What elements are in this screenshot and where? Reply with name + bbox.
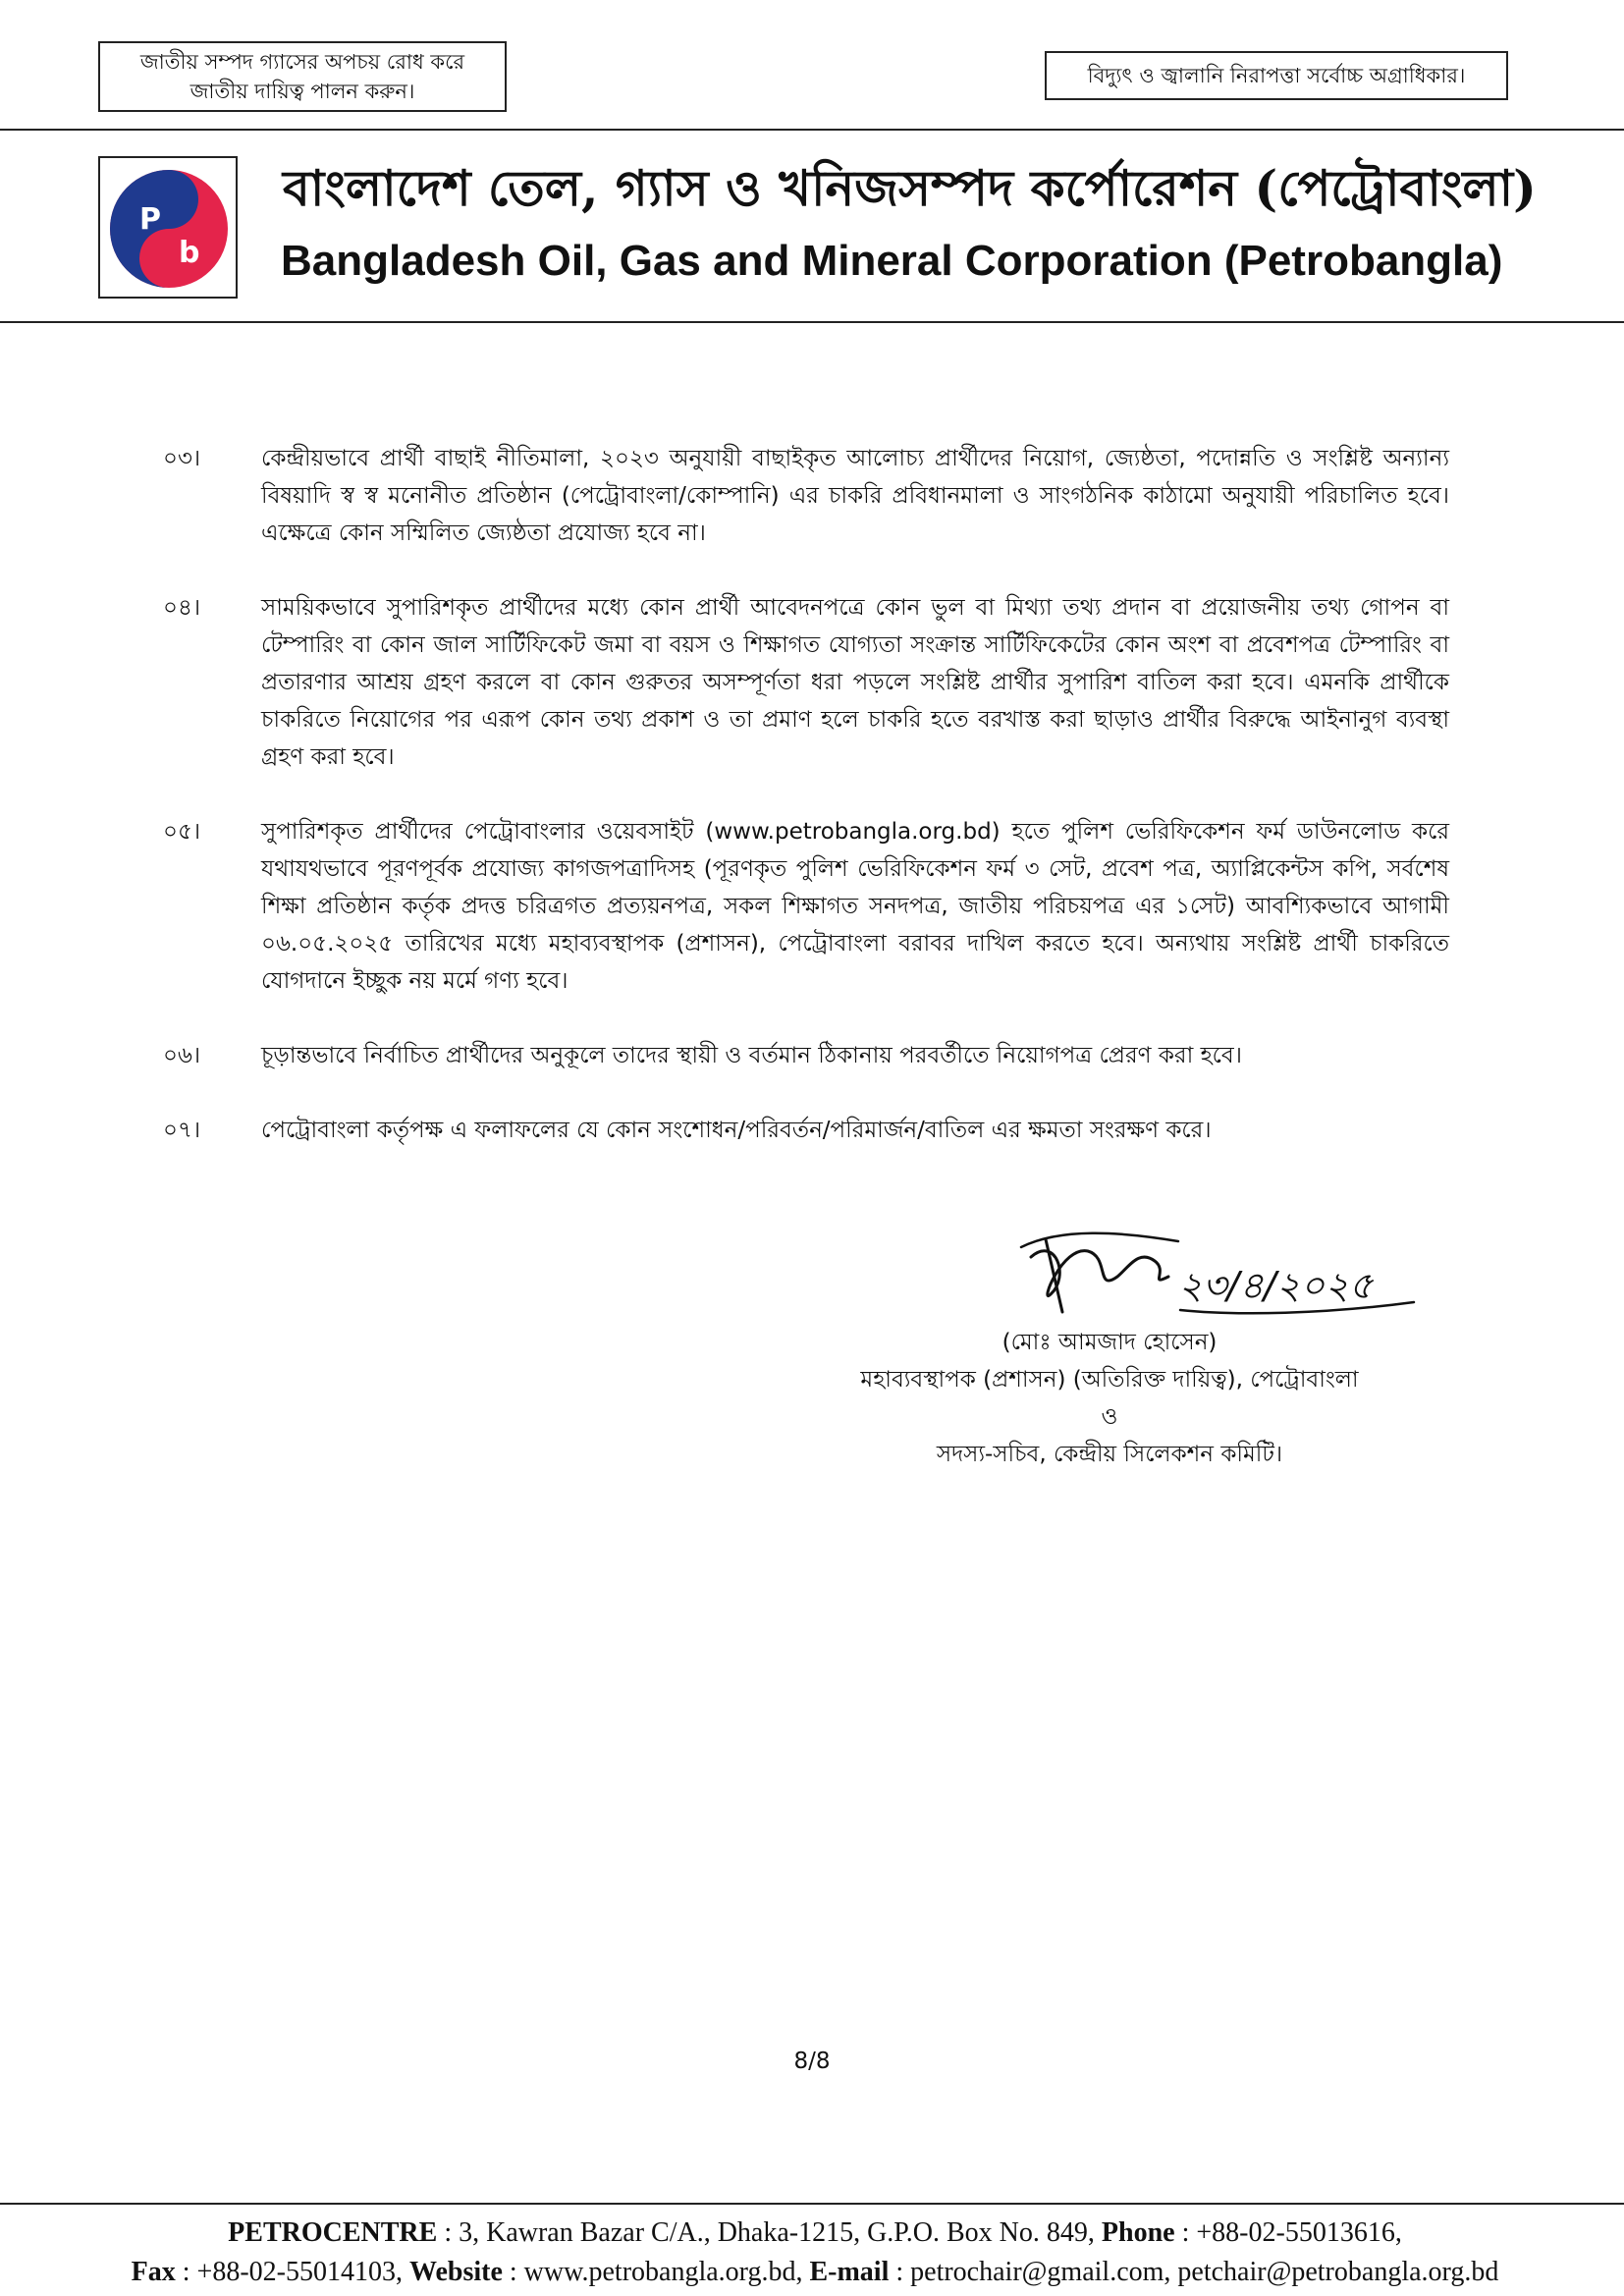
paragraph-text: চূড়ান্তভাবে নির্বাচিত প্রার্থীদের অনুকূলে তাদের স্থায়ী ও বর্তমান ঠিকানায় পরবর্তীতে নিয়োগপত্র প্রেরণ করা হবে। xyxy=(261,1043,1242,1068)
paragraph-text: কেন্দ্রীয়ভাবে প্রার্থী বাছাই নীতিমালা, ২০২৩ অনুযায়ী বাছাইকৃত আলোচ্য প্রার্থীদের নিয়োগ, জ্যেষ্ঠতা, পদোন্নতি ও সংশ্লিষ্ট অন্যান্য বিষয়াদি স্ব স্ব মনোনীত প্রতিষ্ঠান (পেট্রোবাংলা/কোম্পানি) এর চাকরি প্রবিধানমালা ও সাংগঠনিক কাঠামো অনুযায়ী পরিচালিত হবে। এক্ষেত্রে কোন সম্মিলিত জ্যেষ্ঠতা প্রযোজ্য হবে না। xyxy=(261,446,1449,546)
signature-area xyxy=(1001,1218,1434,1330)
handwritten-signature-icon xyxy=(1001,1218,1434,1326)
footer-email-label: E-mail xyxy=(809,2257,890,2287)
header-bottom-divider xyxy=(0,321,1624,323)
logo-letter-p: P xyxy=(139,202,161,237)
footer-petrocentre-label: PETROCENTRE xyxy=(228,2217,438,2248)
paragraph-text: সুপারিশকৃত প্রার্থীদের পেট্রোবাংলার ওয়েবসাইট (www.petrobangla.org.bd) হতে পুলিশ ভেরিফিকেশন ফর্ম ডাউনলোড করে যথাযথভাবে পূরণপূর্বক প্রযোজ্য কাগজপত্রাদিসহ (পূরণকৃত পুলিশ ভেরিফিকেশন ফর্ম ৩ সেট, প্রবেশ পত্র, অ্যাপ্লিকেন্টস কপি, সর্বশেষ শিক্ষা প্রতিষ্ঠান কর্তৃক প্রদত্ত চরিত্রগত প্রত্যয়নপত্র, সকল শিক্ষাগত সনদপত্র, জাতীয় পরিচয়পত্র এর ১সেট) আবশ্যিকভাবে আগামী ০৬.০৫.২০২৫ তারিখের মধ্যে মহাব্যবস্থাপক (প্রশাসন), পেট্রোবাংলা বরাবর দাখিল করতে হবে। অন্যথায় সংশ্লিষ্ট প্রার্থী চাকরিতে যোগদানে ইচ্ছুক নয় মর্মে গণ্য হবে। xyxy=(261,819,1449,994)
paragraph-number: ০৪। xyxy=(163,595,201,621)
petrobangla-logo-icon xyxy=(106,166,232,292)
letter-body xyxy=(163,440,1449,1186)
org-name-bangla: বাংলাদেশ তেল, গ্যাস ও খনিজসম্পদ কর্পোরেশন (পেট্রোবাংলা) xyxy=(283,159,1537,217)
paragraph-text: পেট্রোবাংলা কর্তৃপক্ষ এ ফলাফলের যে কোন সংশোধন/পরিবর্তন/পরিমার্জন/বাতিল এর ক্ষমতা সংরক্ষণ করে। xyxy=(261,1118,1212,1143)
footer-email[interactable]: : petrochair@gmail.com, petchair@petrobangla.org.bd xyxy=(889,2257,1499,2287)
slogan-left-line1: জাতীয় সম্পদ গ্যাসের অপচয় রোধ করে xyxy=(139,50,465,74)
footer-line-1 xyxy=(59,2214,1571,2253)
footer-line-2 xyxy=(59,2253,1571,2292)
paragraph-07 xyxy=(163,1112,1449,1149)
paragraph-06 xyxy=(163,1037,1449,1074)
slogan-right-box xyxy=(1045,51,1508,100)
footer-phone: : +88-02-55013616, xyxy=(1174,2217,1402,2248)
footer-address: : 3, Kawran Bazar C/A., Dhaka-1215, G.P.O. Box No. 849, xyxy=(437,2217,1102,2248)
slogan-left-box xyxy=(98,41,507,112)
paragraph-05 xyxy=(163,813,1449,1000)
header-top-divider xyxy=(0,129,1624,131)
footer-website-label: Website xyxy=(408,2257,503,2287)
signatory-block xyxy=(805,1324,1414,1473)
paragraph-number: ০৬। xyxy=(163,1043,201,1068)
logo-frame xyxy=(98,156,238,299)
org-name-english: Bangladesh Oil, Gas and Mineral Corporation (Petrobangla) xyxy=(281,237,1503,285)
paragraph-03 xyxy=(163,440,1449,552)
paragraph-number: ০৭। xyxy=(163,1118,201,1143)
footer-divider xyxy=(0,2203,1624,2205)
paragraph-number: ০৫। xyxy=(163,819,201,845)
signature-date: ২৩/৪/২০২৫ xyxy=(1178,1264,1374,1307)
paragraph-04 xyxy=(163,589,1449,776)
signatory-designation: মহাব্যবস্থাপক (প্রশাসন) (অতিরিক্ত দায়িত্ব), পেট্রোবাংলা xyxy=(860,1367,1359,1393)
footer-contact xyxy=(59,2214,1571,2292)
signatory-conjunction: ও xyxy=(1101,1404,1118,1430)
footer-fax-label: Fax xyxy=(131,2257,176,2287)
signatory-committee-role: সদস্য-সচিব, কেন্দ্রীয় সিলেকশন কমিটি। xyxy=(936,1442,1283,1467)
footer-fax: : +88-02-55014103, xyxy=(175,2257,409,2287)
footer-phone-label: Phone xyxy=(1101,2217,1175,2248)
logo-letter-b: b xyxy=(179,236,200,270)
slogan-left-line2: জাতীয় দায়িত্ব পালন করুন। xyxy=(189,80,415,103)
paragraph-text: সাময়িকভাবে সুপারিশকৃত প্রার্থীদের মধ্যে কোন প্রার্থী আবেদনপত্রে কোন ভুল বা মিথ্যা তথ্য প্রদান বা প্রয়োজনীয় তথ্য গোপন বা টেম্পারিং বা কোন জাল সার্টিফিকেট জমা বা বয়স ও শিক্ষাগত যোগ্যতা সংক্রান্ত সার্টিফিকেটের কোন অংশ বা প্রবেশপত্র টেম্পারিং বা প্রতারণার আশ্রয় গ্রহণ করলে বা কোন গুরুতর অসম্পূর্ণতা ধরা পড়লে সংশ্লিষ্ট প্রার্থীর সুপারিশ বাতিল করা হবে। এমনকি প্রার্থীকে চাকরিতে নিয়োগের পর এরূপ কোন তথ্য প্রকাশ ও তা প্রমাণ হলে চাকরি হতে বরখাস্ত করা ছাড়াও প্রার্থীর বিরুদ্ধে আইনানুগ ব্যবস্থা গ্রহণ করা হবে। xyxy=(261,595,1449,770)
footer-website[interactable]: : www.petrobangla.org.bd, xyxy=(502,2257,810,2287)
page-number: 8/8 xyxy=(793,2049,831,2074)
signatory-name: (মোঃ আমজাদ হোসেন) xyxy=(1001,1330,1218,1355)
paragraph-number: ০৩। xyxy=(163,446,201,471)
slogan-right-text: বিদ্যুৎ ও জ্বালানি নিরাপত্তা সর্বোচ্চ অগ্রাধিকার। xyxy=(1087,64,1466,87)
